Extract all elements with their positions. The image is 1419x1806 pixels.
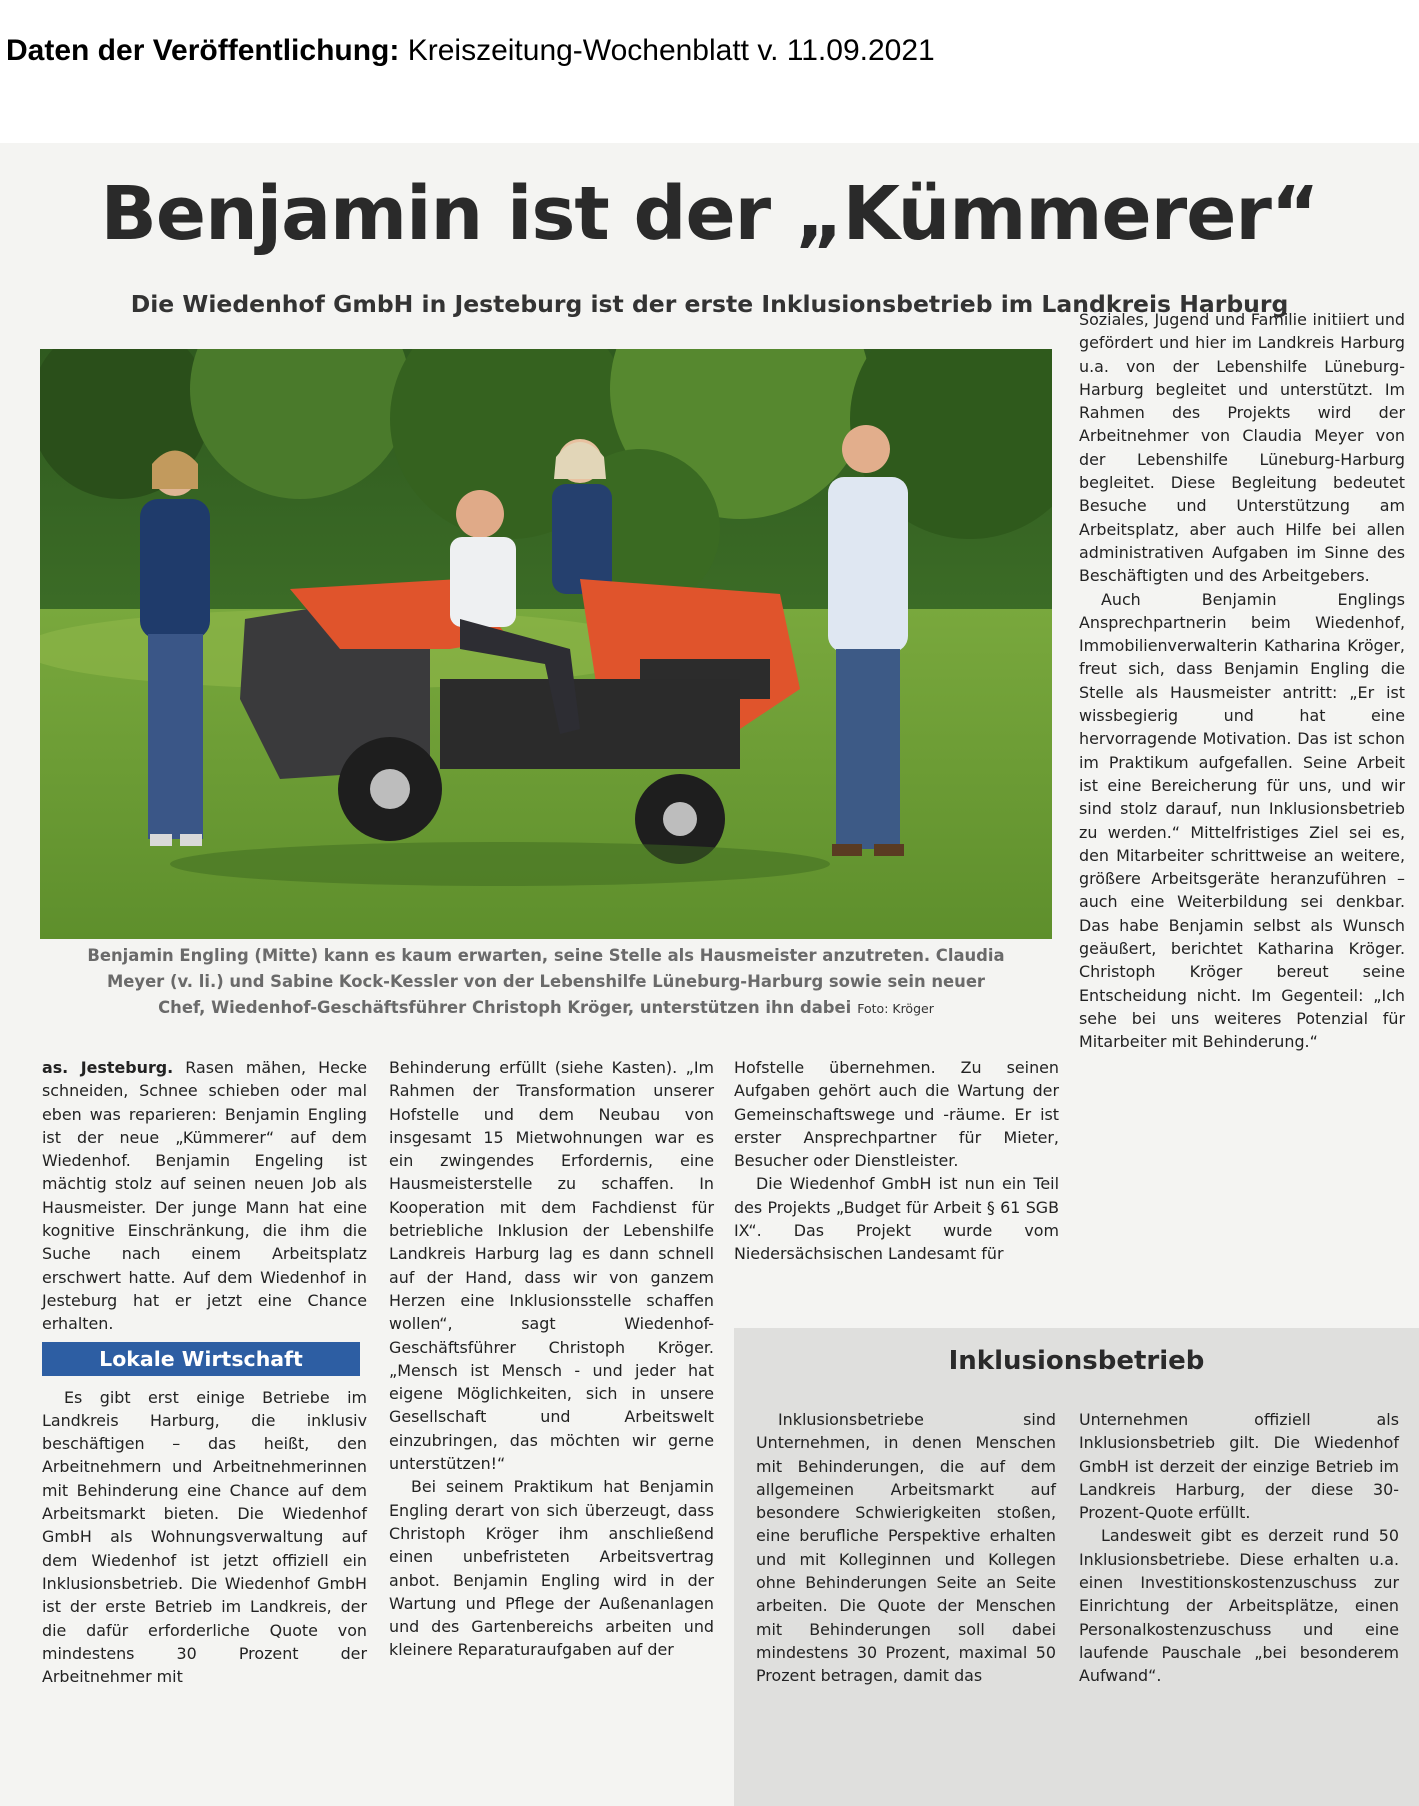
body-paragraph bbox=[42, 1056, 367, 1336]
body-paragraph: Auch Benjamin Englings Ansprechpartnerin beim Wiedenhof, Immobilienverwalterin Katharina Kröger, freut sich, dass Benjamin Engling die Stelle als Hausmeister antritt: „Er ist wissbegierig und hat eine hervorragende Motivation. Das ist schon im Praktikum aufgefallen. Seine Arbeit ist eine Bereicherung für uns, und wir sind stolz darauf, nun Inklusionsbetrieb zu werden.“ Mittelfristiges Ziel sei es, den Mitarbeiter schrittweise an weitere, größere Arbeitsgeräte heranzuführen – auch eine Weiterbildung sei denkbar. Das habe Benjamin selbst als Wunsch geäußert, berichtet Katharina Kröger. Christoph Kröger bereut seine Entscheidung nicht. Im Gegenteil: „Ich sehe bei uns weiteres Potenzial für Mitarbeiter mit Behinderung.“ bbox=[1079, 589, 1405, 1052]
body-paragraph: Hofstelle übernehmen. Zu seinen Aufgaben gehört auch die Wartung der Gemeinschaftswege und -räume. Er ist erster Ansprechpartner für Mieter, Besucher oder Dienstleister. bbox=[734, 1058, 1059, 1171]
body-paragraph: Behinderung erfüllt (siehe Kasten). „Im Rahmen der Transformation unserer Hofstelle und dem Neubau von insgesamt 15 Mietwohnungen war es ein zwingendes Erfordernis, eine Hausmeisterstelle zu schaffen. In Kooperation mit dem Fachdienst für betriebliche Inklusion der Lebenshilfe Landkreis Harburg lag es dann schnell auf der Hand, dass wir von ganzem Herzen eine Inklusionsstelle schaffen wollen“, sagt Wiedenhof-Geschäftsführer Christoph Kröger. „Mensch ist Mensch - und jeder hat eigene Möglichkeiten, sich in unsere Gesellschaft und Arbeitswelt einzubringen, das möchten wir gerne unterstützen!“ bbox=[389, 1058, 714, 1474]
section-label: Lokale Wirtschaft bbox=[42, 1342, 360, 1376]
publication-line bbox=[6, 34, 935, 68]
body-paragraph: Soziales, Jugend und Familie initiiert und gefördert und hier im Landkreis Harburg u.a. von der Lebenshilfe Lüneburg-Harburg begleitet und unterstützt. Im Rahmen des Projekts wird der Arbeitnehmer von Claudia Meyer von der Lebenshilfe Lüneburg-Harburg begleitet. Diese Begleitung bedeutet Besuche und Unterstützung am Arbeitsplatz, aber auch Hilfe bei allen administrativen Aufgaben im Sinne des Beschäftigten und des Arbeitgebers. bbox=[1079, 310, 1405, 586]
article-subheadline: Die Wiedenhof GmbH in Jesteburg ist der erste Inklusionsbetrieb im Landkreis Harburg bbox=[130, 290, 1289, 318]
infobox-column-2 bbox=[1079, 1408, 1399, 1688]
publication-source: Kreiszeitung-Wochenblatt v. 11.09.2021 bbox=[407, 34, 935, 67]
photo-caption bbox=[40, 943, 1052, 1022]
article-column-3 bbox=[734, 1056, 1059, 1266]
article-column-2 bbox=[389, 1056, 714, 1662]
body-paragraph: Bei seinem Praktikum hat Benjamin Engling derart von sich überzeugt, dass Christoph Kröger ihm anschließend einen unbefristeten Arbeitsvertrag anbot. Benjamin Engling wird in der Wartung und Pflege der Außenanlagen und des Gartenbereichs arbeiten und kleinere Reparaturaufgaben auf der bbox=[389, 1477, 714, 1660]
publication-label: Daten der Veröffentlichung: bbox=[6, 34, 400, 67]
article-column-1 bbox=[42, 1056, 367, 1688]
infobox bbox=[734, 1328, 1419, 1806]
article-headline: Benjamin ist der „Kümmerer“ bbox=[100, 171, 1319, 257]
newspaper-clipping bbox=[0, 143, 1419, 1806]
article-photo bbox=[40, 349, 1052, 939]
body-paragraph: Es gibt erst einige Betriebe im Landkreis Harburg, die inklusiv beschäftigen – das heißt, den Arbeitnehmern und Arbeitnehmerinnen mit Behinderung eine Chance auf dem Arbeitsmarkt bieten. Die Wiedenhof GmbH als Wohnungsverwaltung auf dem Wiedenhof ist jetzt offiziell ein Inklusionsbetrieb. Die Wiedenhof GmbH ist der erste Betrieb im Landkreis, der die dafür erforderliche Quote von mindestens 30 Prozent der Arbeitnehmer mit bbox=[42, 1387, 367, 1687]
body-paragraph: Inklusionsbetriebe sind Unternehmen, in denen Menschen mit Behinderungen, die auf dem allgemeinen Arbeitsmarkt auf besondere Schwierigkeiten stoßen, eine berufliche Perspektive erhalten und mit Kolleginnen und Kollegen ohne Behinderungen Seite an Seite arbeiten. Die Quote der Menschen mit Behinderungen soll dabei mindestens 30 Prozent, maximal 50 Prozent betragen, damit das bbox=[756, 1410, 1056, 1686]
article-column-4 bbox=[1079, 308, 1405, 1054]
body-text: Rasen mähen, Hecke schneiden, Schnee schieben oder mal eben was reparieren: Benjamin Engling ist der neue „Kümmerer“ auf dem Wiedenhof. Benjamin Engeling ist mächtig stolz auf seinen neuen Job als Hausmeister. Der junge Mann hat eine kognitive Einschränkung, die ihm die Suche nach einem Arbeitsplatz erschwert hatte. Auf dem Wiedenhof in Jesteburg hat er jetzt eine Chance erhalten. bbox=[42, 1058, 367, 1334]
infobox-column-1 bbox=[756, 1408, 1056, 1688]
caption-line: Meyer (v. li.) und Sabine Kock-Kessler von der Lebenshilfe Lüneburg-Harburg sowie sein neuer bbox=[106, 972, 986, 991]
infobox-title: Inklusionsbetrieb bbox=[948, 1346, 1205, 1376]
body-paragraph: Landesweit gibt es derzeit rund 50 Inklusionsbetriebe. Diese erhalten u.a. einen Investitionskostenzuschuss zur Einrichtung der Arbeitsplätze, einen Personalkostenzuschuss und eine laufende Pauschale „bei besonderem Aufwand“. bbox=[1079, 1526, 1399, 1686]
caption-line: Chef, Wiedenhof-Geschäftsführer Christoph Kröger, unterstützen ihn dabei bbox=[158, 998, 852, 1017]
body-paragraph: Die Wiedenhof GmbH ist nun ein Teil des Projekts „Budget für Arbeit § 61 SGB IX“. Das Projekt wurde vom Niedersächsischen Landesamt für bbox=[734, 1174, 1059, 1264]
caption-line: Benjamin Engling (Mitte) kann es kaum erwarten, seine Stelle als Hausmeister anzutreten. Claudia bbox=[87, 946, 1005, 965]
dateline: as. Jesteburg. bbox=[42, 1058, 174, 1077]
photo-credit: Foto: Kröger bbox=[857, 1001, 934, 1016]
body-paragraph: Unternehmen offiziell als Inklusionsbetrieb gilt. Die Wiedenhof GmbH ist derzeit der einzige Betrieb im Landkreis Harburg, der diese 30-Prozent-Quote erfüllt. bbox=[1079, 1410, 1399, 1523]
